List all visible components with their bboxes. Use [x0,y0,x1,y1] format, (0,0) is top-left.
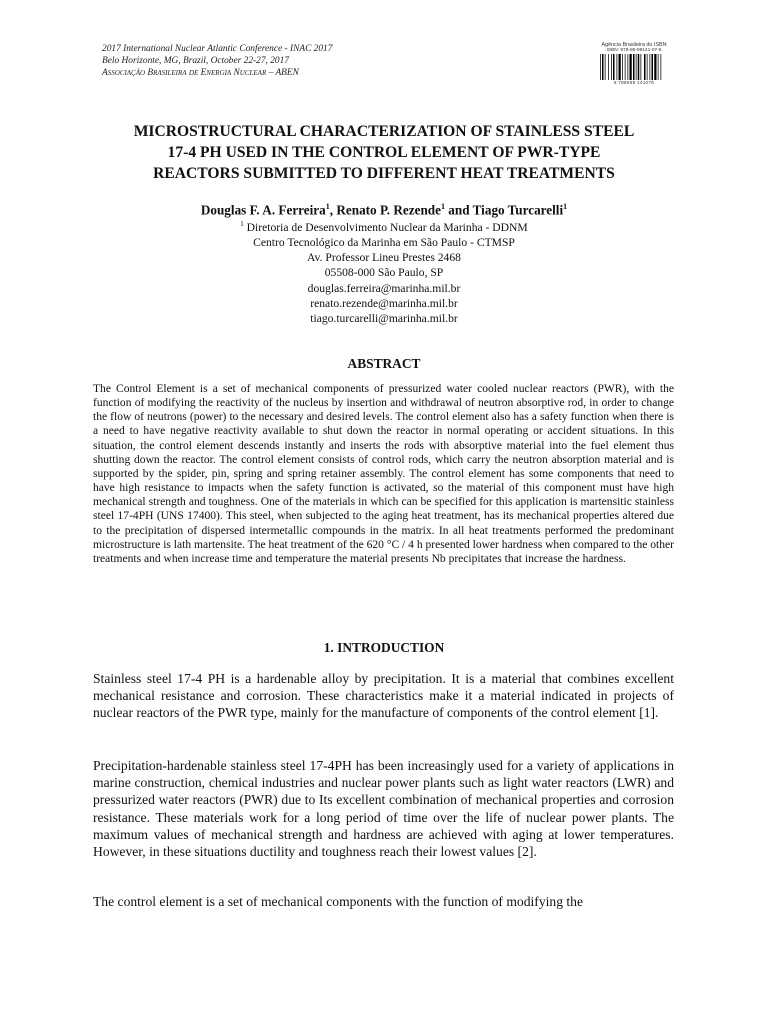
body-paragraph: Stainless steel 17-4 PH is a hardenable alloy by precipitation. It is a material that combines excellent mechanical resistance and corrosion. These characteristics make it a material indicated in projects of nuclear reactors of the PWR type, mainly for the manufacture of components of the control element [1]. [93,671,674,721]
abstract-text: The Control Element is a set of mechanical components of pressurized water cooled nuclear reactors (PWR), with the function of modifying the reactivity of the nucleus by insertion and withdrawal of neutron absorptive rod, in order to change the flow of neutrons (power) to the necessary and desired levels. The control element also has a safety function when there is a need to have negative reactivity available to shut down the reactor in normal operating or accident situations. In this situation, the control element descends instantly and inserts the rods with absorptive material into the fuel element thus shutting down the reactor. The control element consists of control rods, which carry the neutron absorption material and is supported by the spider, pin, spring and spring retainer assembly. The control element has some components that need to have high resistance to impacts when the safety function is activated, so the material of this component must have high mechanical strength and toughness. One of the materials in which can be specified for this application is martensitic stainless steel 17-4PH (UNS 17400). This steel, when subjected to the aging heat treatment, has its mechanical properties altered due to the precipitation of dispersed intermetallic compounds in the matrix. In all heat treatments performed the predominant microstructure is lath martensite. The heat treatment of the 620 °C / 4 h presented lower hardness when compared to the other treatments and when increase time and temperature the material presents Nb precipitates that increase the hardness. [93,383,674,565]
barcode-icon [598,54,670,80]
author-affiliation-mark: 1 [563,202,568,211]
author-email: douglas.ferreira@marinha.mil.br [307,281,461,295]
author-email: tiago.turcarelli@marinha.mil.br [310,312,458,326]
affiliation-city: 05508-000 São Paulo, SP [324,266,444,280]
author-name: Douglas F. A. Ferreira [200,202,326,218]
abstract-heading: ABSTRACT [347,356,421,371]
conference-name: 2017 International Nuclear Atlantic Conference - INAC 2017 [102,44,333,54]
author-affiliation-mark: 1 [441,202,445,211]
isbn-agency: Agência Brasileira do ISBN [601,42,667,48]
affiliation-center: Centro Tecnológico da Marinha em São Paulo - CTMSP [253,236,515,250]
isbn-code: ISBN: 978-85-99141-07-6 [606,48,662,53]
author-name: Renato P. Rezende [336,202,441,218]
body-paragraph: Precipitation-hardenable stainless steel 17-4PH has been increasingly used for a variety of applications in marine construction, chemical industries and nuclear power plants such as light water reactors (LWR) and pressurized water reactors (PWR) due to Its excellent combination of mechanical properties and corrosion resistance. These materials work for a long period of time over the life of nuclear power plants. The maximum values of mechanical strength and hardness are achieved with aging at lower temperatures. However, in these situations ductility and toughness reach their lowest values [2]. [93,758,674,860]
title-line: REACTORS SUBMITTED TO DIFFERENT HEAT TREATMENTS [153,165,615,182]
author-name: Tiago Turcarelli [472,202,564,218]
conference-header [102,43,332,79]
body-paragraph: The control element is a set of mechanical components with the function of modifying the [93,894,583,909]
title-line: MICROSTRUCTURAL CHARACTERIZATION OF STAINLESS STEEL [133,123,635,140]
affiliation-street: Av. Professor Lineu Prestes 2468 [307,251,461,265]
author-list [60,199,708,218]
author-affiliation-mark: 1 [325,202,330,211]
affiliation-mark: 1 [240,220,244,228]
affiliation-institution: Diretoria de Desenvolvimento Nuclear da Marinha - DDNM [246,220,528,234]
isbn-digits: 9 788599 141076 [613,80,655,85]
author-separator: , [329,202,337,218]
affiliation-block [60,217,708,326]
paper-title [60,121,708,184]
conference-location: Belo Horizonte, MG, Brazil, October 22-27, 2017 [102,56,289,66]
isbn-barcode-block [596,42,672,92]
title-line: 17-4 PH USED IN THE CONTROL ELEMENT OF PWR-TYPE [167,144,601,161]
section-heading-introduction: 1. INTRODUCTION [323,640,445,655]
conference-association: Associação Brasileira de Energia Nuclear – ABEN [102,68,299,78]
author-separator: and [445,202,473,218]
author-email: renato.rezende@marinha.mil.br [310,296,458,310]
